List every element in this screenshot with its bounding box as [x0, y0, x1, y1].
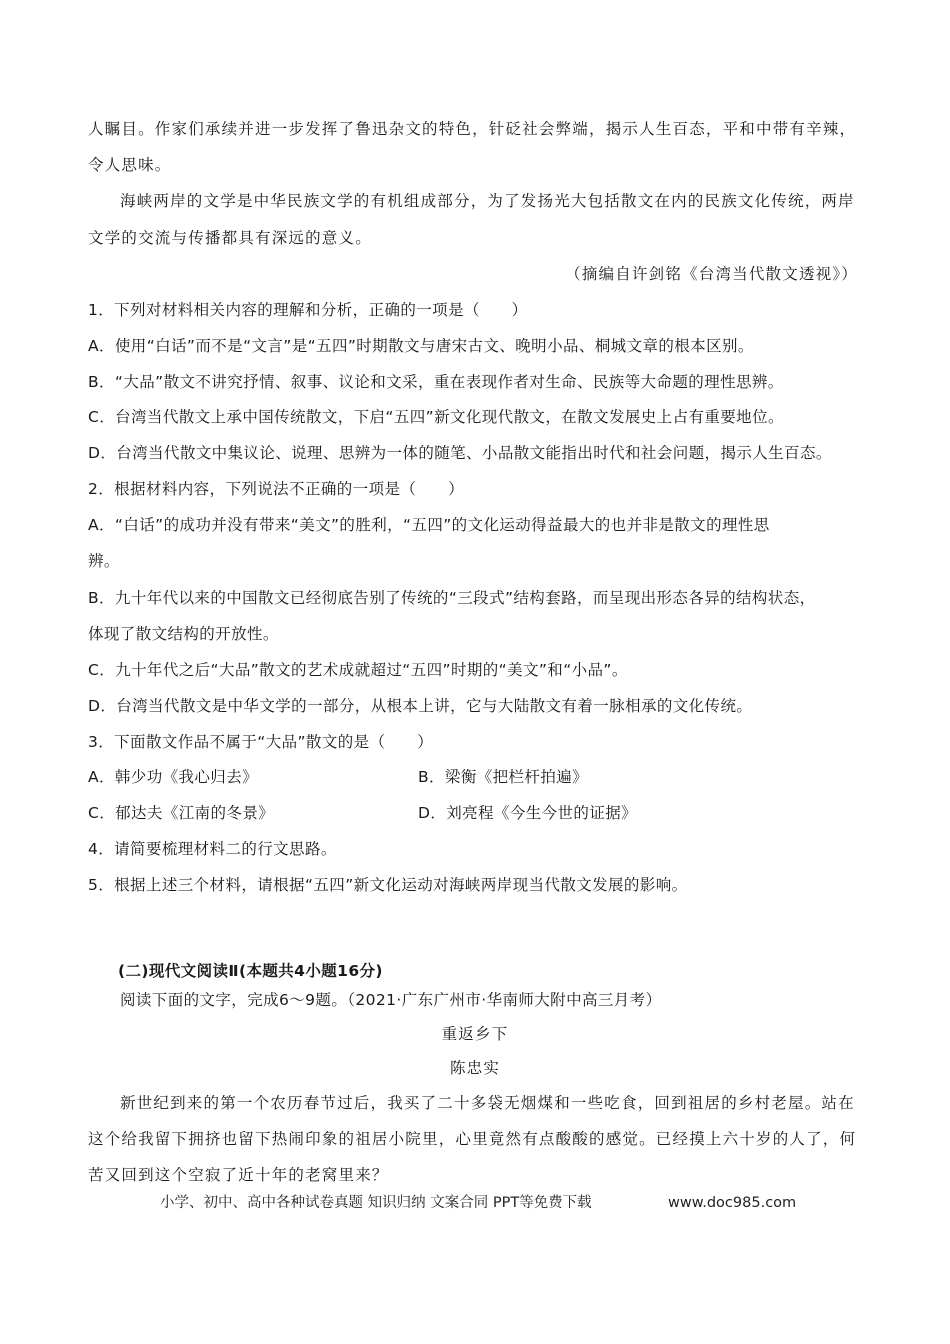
question-3-option-a: A．韩少功《我心归去》	[88, 768, 259, 786]
question-1-stem: 1．下列对材料相关内容的理解和分析，正确的一项是（ ）	[88, 301, 528, 319]
footer-link[interactable]: www.doc985.com	[668, 1195, 797, 1211]
question-2-option-a: A．“白话”的成功并没有带来“美文”的胜利，“五四”的文化运动得益最大的也并非是散文的理性思	[88, 516, 770, 534]
footer-text: 小学、初中、高中各种试卷真题 知识归纳 文案合同 PPT等免费下载	[160, 1195, 592, 1211]
question-1-option-d: D．台湾当代散文中集议论、说理、思辨为一体的随笔、小品散文能指出时代和社会问题，揭示人生百态。	[88, 444, 832, 462]
passage-paragraph-line: 海峡两岸的文学是中华民族文学的有机组成部分，为了发扬光大包括散文在内的民族文化传统，两岸	[120, 192, 855, 210]
passage-paragraph-line: 令人思味。	[88, 156, 172, 174]
question-5-stem: 5．根据上述三个材料，请根据“五四”新文化运动对海峡两岸现当代散文发展的影响。	[88, 876, 688, 894]
question-3-stem: 3．下面散文作品不属于“大品”散文的是（ ）	[88, 733, 434, 751]
section-heading: (二)现代文阅读Ⅱ(本题共4小题16分)	[118, 962, 383, 980]
question-4-stem: 4．请简要梳理材料二的行文思路。	[88, 840, 337, 858]
question-2-option-a-cont: 辨。	[88, 552, 120, 570]
passage-paragraph-line: 文学的交流与传播都具有深远的意义。	[88, 229, 372, 247]
passage-source-citation: （摘编自许剑铭《台湾当代散文透视》）	[565, 265, 858, 283]
question-1-option-b: B．“大品”散文不讲究抒情、叙事、议论和文采，重在表现作者对生命、民族等大命题的理性思辨。	[88, 373, 784, 391]
question-1-option-a: A．使用“白话”而不是“文言”是“五四”时期散文与唐宋古文、晚明小品、桐城文章的根本区别。	[88, 337, 754, 355]
question-2-option-b-cont: 体现了散文结构的开放性。	[88, 625, 279, 643]
essay-author: 陈忠实	[449, 1059, 501, 1077]
passage-paragraph-line: 人瞩目。作家们承续并进一步发挥了鲁迅杂文的特色，针砭社会弊端，揭示人生百态，平和中带有辛辣，	[88, 120, 857, 138]
essay-paragraph-line: 苦又回到这个空寂了近十年的老窝里来？	[88, 1166, 389, 1184]
question-2-option-b: B．九十年代以来的中国散文已经彻底告别了传统的“三段式”结构套路，而呈现出形态各异的结构状态，	[88, 589, 816, 607]
question-2-stem: 2．根据材料内容，下列说法不正确的一项是（ ）	[88, 480, 464, 498]
question-3-option-d: D．刘亮程《今生今世的证据》	[418, 804, 638, 822]
question-2-option-c: C．九十年代之后“大品”散文的艺术成就超过“五四”时期的“美文”和“小品”。	[88, 661, 628, 679]
question-2-option-d: D．台湾当代散文是中华文学的一部分，从根本上讲，它与大陆散文有着一脉相承的文化传统。	[88, 697, 753, 715]
question-1-option-c: C．台湾当代散文上承中国传统散文，下启“五四”新文化现代散文，在散文发展史上占有重要地位。	[88, 408, 784, 426]
essay-paragraph-line: 新世纪到来的第一个农历春节过后，我买了二十多袋无烟煤和一些吃食，回到祖居的乡村老屋。站在	[120, 1094, 855, 1112]
question-3-option-b: B．梁衡《把栏杆拍遍》	[418, 768, 589, 786]
question-3-option-c: C．郁达夫《江南的冬景》	[88, 804, 275, 822]
essay-title: 重返乡下	[441, 1025, 509, 1043]
essay-paragraph-line: 这个给我留下拥挤也留下热闹印象的祖居小院里，心里竟然有点酸酸的感觉。已经摸上六十岁的人了，何	[88, 1130, 857, 1148]
section-instruction: 阅读下面的文字，完成6～9题。（2021·广东广州市·华南师大附中高三月考）	[120, 991, 662, 1009]
